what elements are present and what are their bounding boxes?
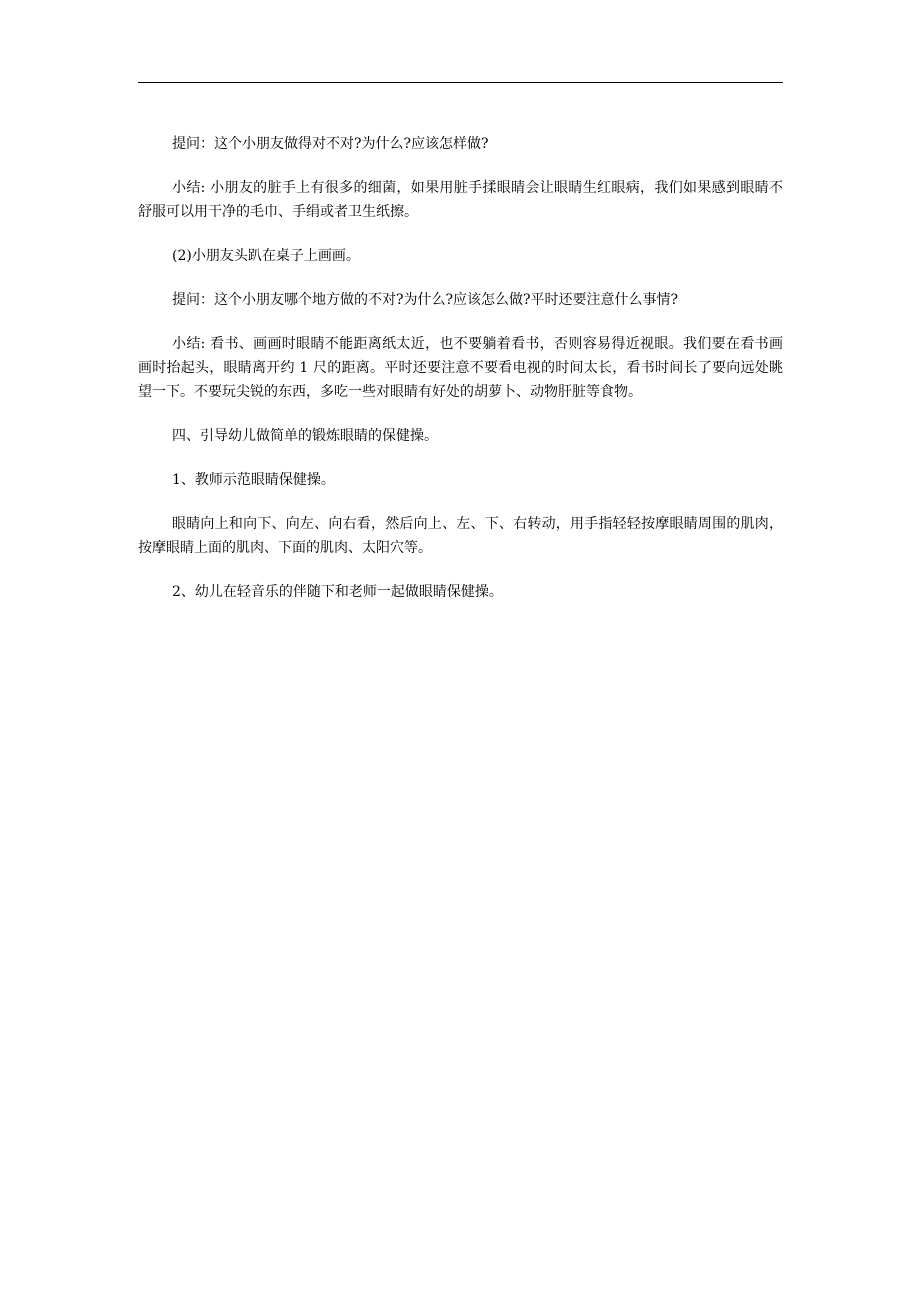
header-rule [138,82,783,83]
document-body [138,132,783,624]
paragraph-question-1: 提问：这个小朋友做得对不对?为什么?应该怎样做? [172,136,489,152]
paragraph-summary-1: 小结: 小朋友的脏手上有很多的细菌，如果用脏手揉眼睛会让眼睛生红眼病，我们如果感到眼睛不舒服可以用干净的毛巾、手绢或者卫生纸擦。 [138,180,783,220]
paragraph-step-2: 2、幼儿在轻音乐的伴随下和老师一起做眼睛保健操。 [172,584,503,600]
paragraph-step-1-detail: 眼睛向上和向下、向左、向右看，然后向上、左、下、右转动，用手指轻轻按摩眼睛周围的肌肉，按摩眼睛上面的肌肉、下面的肌肉、太阳穴等。 [138,516,783,556]
paragraph-scenario-2: (2)小朋友头趴在桌子上画画。 [172,248,360,264]
paragraph-step-1: 1、教师示范眼睛保健操。 [172,472,335,488]
paragraph-question-2: 提问：这个小朋友哪个地方做的不对?为什么?应该怎么做?平时还要注意什么事情? [172,292,679,308]
paragraph-section-4-heading: 四、引导幼儿做简单的锻炼眼睛的保健操。 [172,428,438,444]
paragraph-summary-2: 小结: 看书、画画时眼睛不能距离纸太近，也不要躺着看书，否则容易得近视眼。我们要在看书画画时抬起头，眼睛离开约 1 尺的距离。平时还要注意不要看电视的时间太长，看书时间长了要向远处眺望一下。不要玩尖锐的东西，多吃一些对眼睛有好处的胡萝卜、动物肝脏等食物。 [138,336,783,400]
